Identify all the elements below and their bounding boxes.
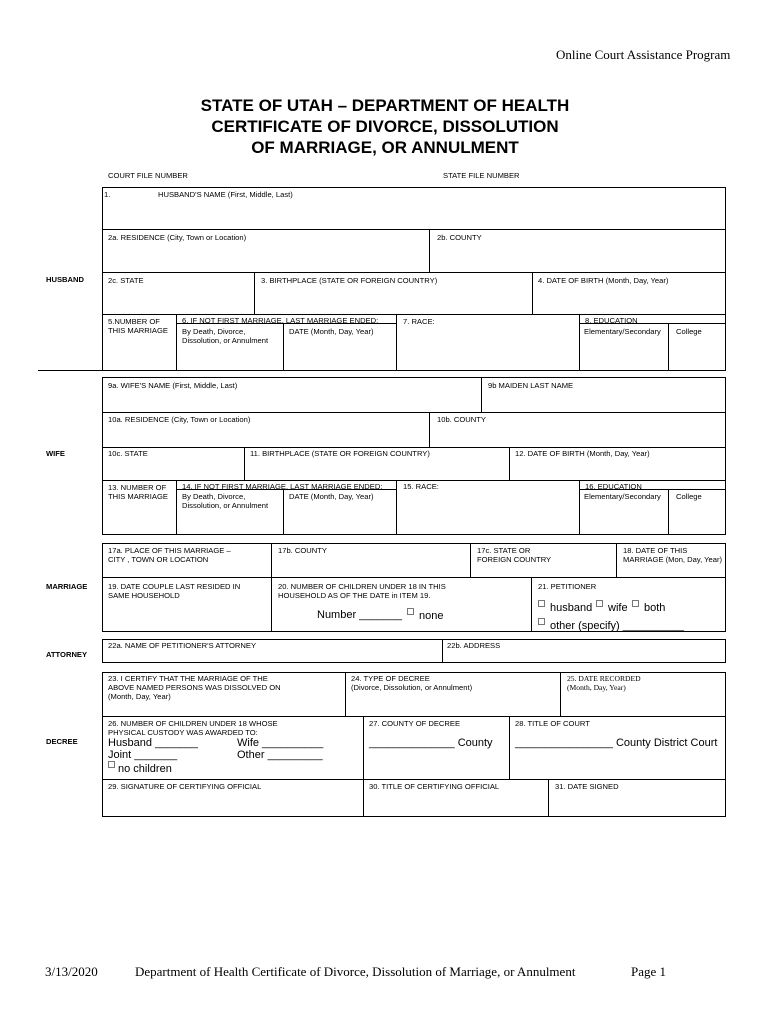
wife-residence-field[interactable]: 10a. RESIDENCE (City, Town or Location) xyxy=(108,415,251,424)
section-marriage-label: MARRIAGE xyxy=(46,582,88,591)
husband-education-label: 8. EDUCATION xyxy=(585,316,638,325)
section-attorney-label: ATTORNEY xyxy=(46,650,88,659)
wife-birthplace-field[interactable]: 11. BIRTHPLACE (STATE OR FOREIGN COUNTRY) xyxy=(250,449,430,458)
section-wife-label: WIFE xyxy=(46,449,65,458)
checkbox-icon xyxy=(538,618,545,625)
section-husband-label: HUSBAND xyxy=(46,275,84,284)
wife-last-marriage-label: 14. IF NOT FIRST MARRIAGE, LAST MARRIAGE ENDED: xyxy=(182,482,383,491)
husband-state-field[interactable]: 2c. STATE xyxy=(108,276,144,285)
court-file-number-label: COURT FILE NUMBER xyxy=(108,171,188,180)
petitioner-both-option[interactable] xyxy=(632,600,665,615)
court-title-field[interactable]: ________________ County District Court xyxy=(515,737,718,749)
last-resided-date-field[interactable]: 19. DATE COUPLE LAST RESIDED IN SAME HOUSEHOLD xyxy=(108,582,241,600)
husband-ended-date-field[interactable]: DATE (Month, Day, Year) xyxy=(289,327,374,336)
petitioner-husband-label: husband xyxy=(550,602,593,614)
certifying-title-field[interactable]: 30. TITLE OF CERTIFYING OFFICIAL xyxy=(369,782,500,791)
husband-ended-by-field[interactable]: By Death, Divorce, Dissolution, or Annulment xyxy=(182,327,269,345)
wife-race-field[interactable]: 15. RACE: xyxy=(403,482,439,491)
custody-no-children-option[interactable] xyxy=(108,761,172,776)
marriage-date-field[interactable]: 18. DATE OF THIS MARRIAGE (Mon, Day, Year) xyxy=(623,546,723,564)
wife-ended-by-field[interactable]: By Death, Divorce, Dissolution, or Annulment xyxy=(182,492,269,510)
wife-maiden-name-field[interactable]: 9b MAIDEN LAST NAME xyxy=(488,381,574,390)
custody-label: 26. NUMBER OF CHILDREN UNDER 18 WHOSE PHYSICAL CUSTODY WAS AWARDED TO: xyxy=(108,719,278,737)
date-recorded-field[interactable]: 25. DATE RECORDED (Month, Day, Year) xyxy=(567,674,641,692)
wife-marriage-number-field[interactable]: 13. NUMBER OF THIS MARRIAGE xyxy=(108,483,168,501)
title-line-2: CERTIFICATE OF DIVORCE, DISSOLUTION xyxy=(211,117,559,136)
footer-title: Department of Health Certificate of Divorce, Dissolution of Marriage, or Annulment xyxy=(135,964,576,979)
children-in-household-label: 20. NUMBER OF CHILDREN UNDER 18 IN THIS HOUSEHOLD AS OF THE DATE in ITEM 19. xyxy=(278,582,446,600)
attorney-name-field[interactable]: 22a. NAME OF PETITIONER'S ATTORNEY xyxy=(108,641,257,650)
marriage-place-field[interactable]: 17a. PLACE OF THIS MARRIAGE – CITY , TOWN OR LOCATION xyxy=(108,546,231,564)
children-number-field[interactable]: Number _______ xyxy=(317,609,403,621)
petitioner-wife-label: wife xyxy=(608,602,628,614)
custody-other-field[interactable]: Other _________ xyxy=(237,749,323,761)
marriage-state-field[interactable]: 17c. STATE OR FOREIGN COUNTRY xyxy=(477,546,552,564)
wife-education-college-field[interactable]: College xyxy=(676,492,702,501)
husband-dob-field[interactable]: 4. DATE OF BIRTH (Month, Day, Year) xyxy=(538,276,669,285)
field-1-number: 1. xyxy=(104,190,111,199)
husband-education-elementary-field[interactable]: Elementary/Secondary xyxy=(584,327,661,336)
footer-date: 3/13/2020 xyxy=(45,964,98,979)
checkbox-icon xyxy=(632,600,639,607)
title-line-3: OF MARRIAGE, OR ANNULMENT xyxy=(251,138,519,157)
wife-state-field[interactable]: 10c. STATE xyxy=(108,449,148,458)
decree-county-label: 27. COUNTY OF DECREE xyxy=(369,719,461,728)
checkbox-icon xyxy=(108,761,115,768)
petitioner-both-label: both xyxy=(644,602,666,614)
checkbox-icon xyxy=(407,608,414,615)
court-title-label: 28. TITLE OF COURT xyxy=(515,719,590,728)
husband-marriage-number-field[interactable]: 5.NUMBER OF THIS MARRIAGE xyxy=(108,317,168,335)
decree-type-field[interactable]: 24. TYPE OF DECREE (Divorce, Dissolution, or Annulment) xyxy=(351,674,473,692)
wife-dob-field[interactable]: 12. DATE OF BIRTH (Month, Day, Year) xyxy=(515,449,650,458)
marriage-county-field[interactable]: 17b. COUNTY xyxy=(278,546,327,555)
petitioner-other-option[interactable] xyxy=(538,618,684,633)
custody-wife-field[interactable]: Wife __________ xyxy=(237,737,324,749)
state-file-number-label: STATE FILE NUMBER xyxy=(443,171,520,180)
attorney-address-field[interactable]: 22b. ADDRESS xyxy=(447,641,501,650)
certifying-signature-field[interactable]: 29. SIGNATURE OF CERTIFYING OFFICIAL xyxy=(108,782,262,791)
wife-county-field[interactable]: 10b. COUNTY xyxy=(437,415,486,424)
title-line-1: STATE OF UTAH – DEPARTMENT OF HEALTH xyxy=(200,96,570,115)
wife-education-label: 16. EDUCATION xyxy=(585,482,642,491)
decree-county-field[interactable]: ______________ County xyxy=(369,737,493,749)
husband-county-field[interactable]: 2b. COUNTY xyxy=(437,233,482,242)
wife-name-field[interactable]: 9a. WIFE'S NAME (First, Middle, Last) xyxy=(108,381,238,390)
date-signed-field[interactable]: 31. DATE SIGNED xyxy=(555,782,619,791)
husband-birthplace-field[interactable]: 3. BIRTHPLACE (STATE OR FOREIGN COUNTRY) xyxy=(261,276,438,285)
wife-education-elementary-field[interactable]: Elementary/Secondary xyxy=(584,492,661,501)
section-decree-label: DECREE xyxy=(46,737,78,746)
husband-education-college-field[interactable]: College xyxy=(676,327,702,336)
footer-page-number: Page 1 xyxy=(631,964,667,979)
no-children-label: no children xyxy=(118,763,172,775)
husband-last-marriage-label: 6. IF NOT FIRST MARRIAGE, LAST MARRIAGE ENDED: xyxy=(182,316,379,325)
petitioner-wife-option[interactable] xyxy=(596,600,628,615)
husband-race-field[interactable]: 7. RACE: xyxy=(403,317,435,326)
children-none-option[interactable] xyxy=(407,608,443,623)
checkbox-icon xyxy=(538,600,545,607)
custody-husband-field[interactable]: Husband _______ xyxy=(108,737,198,749)
children-none-label: none xyxy=(419,610,444,622)
checkbox-icon xyxy=(596,600,603,607)
husband-residence-field[interactable]: 2a. RESIDENCE (City, Town or Location) xyxy=(108,233,247,242)
wife-ended-date-field[interactable]: DATE (Month, Day, Year) xyxy=(289,492,374,501)
decree-dissolved-date-field[interactable]: 23. I CERTIFY THAT THE MARRIAGE OF THE ABOVE NAMED PERSONS WAS DISSOLVED ON (Month, Day, Year) xyxy=(108,674,281,701)
petitioner-husband-option[interactable] xyxy=(538,600,592,615)
petitioner-other-label: other (specify) __________ xyxy=(550,620,684,632)
custody-joint-field[interactable]: Joint _______ xyxy=(108,749,178,761)
petitioner-label: 21. PETITIONER xyxy=(538,582,597,591)
program-header: Online Court Assistance Program xyxy=(556,47,731,62)
husband-name-field[interactable]: HUSBAND'S NAME (First, Middle, Last) xyxy=(158,190,293,199)
